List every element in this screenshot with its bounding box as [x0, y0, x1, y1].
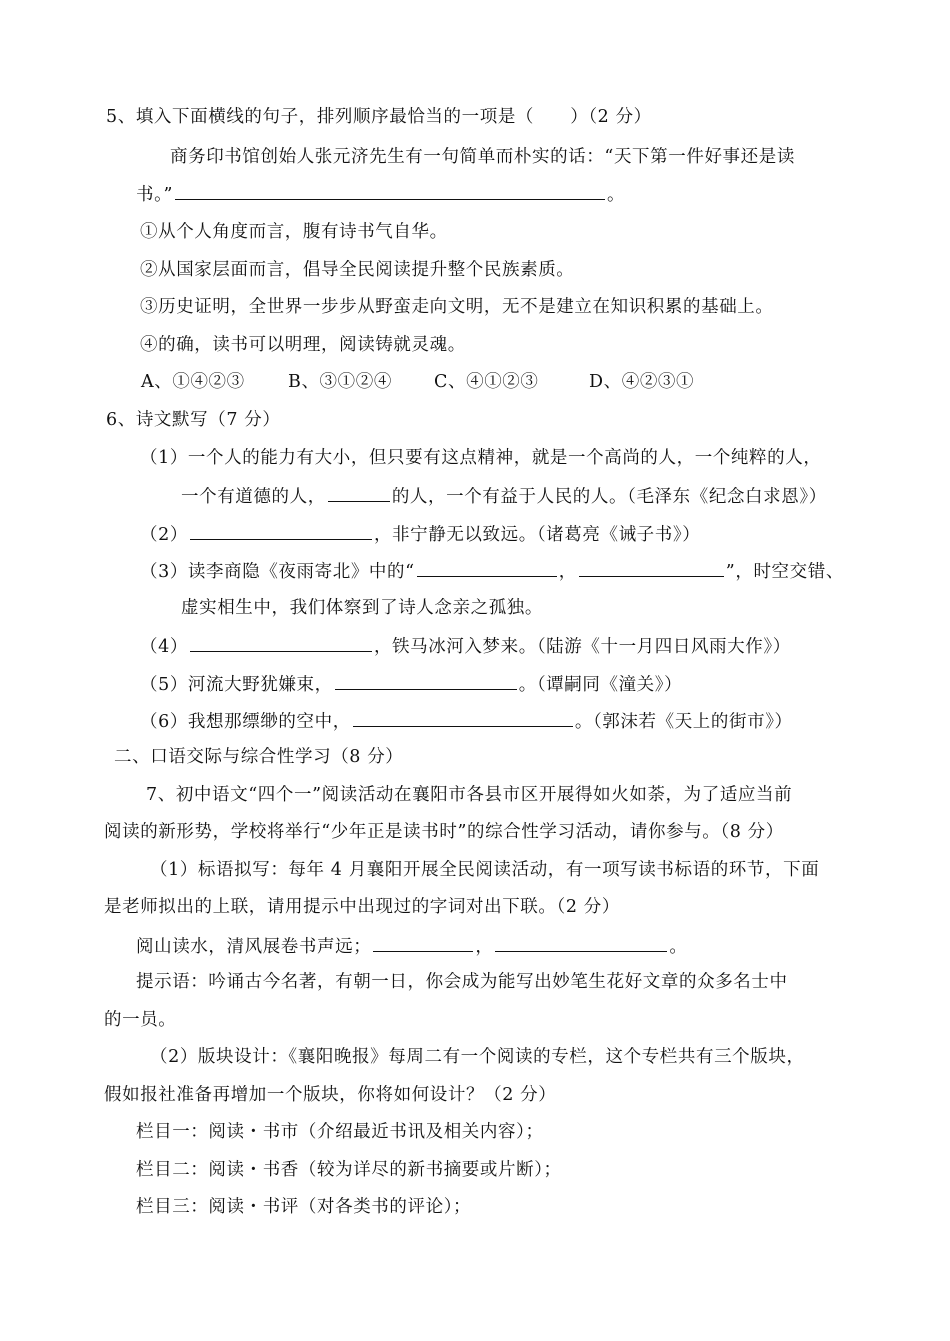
q5-choice-a[interactable]: A、①④②③ — [141, 372, 245, 392]
q6-item3-blank-a[interactable] — [417, 558, 557, 577]
q5-stem-prefix: 书。” — [136, 185, 173, 205]
q6-item6-prefix: （6）我想那缥缈的空中， — [140, 712, 351, 732]
q5-stem-suffix: 。 — [607, 185, 626, 205]
q6-item5-suffix: 。（谭嗣同《潼关》） — [518, 675, 683, 695]
q5-title: 5、填入下面横线的句子，排列顺序最恰当的一项是（ ）（2 分） — [106, 107, 652, 127]
q7-column-1: 栏目一：阅读・书市（介绍最近书讯及相关内容）； — [136, 1122, 544, 1142]
q5-choice-b[interactable]: B、③①②④ — [288, 372, 392, 392]
q6-item3-suffix: ”，时空交错、 — [725, 562, 844, 582]
q7-line1: 7、初中语文“四个一”阅读活动在襄阳市各县市区开展得如火如荼，为了适应当前 — [146, 785, 793, 805]
q7-column-3: 栏目三：阅读・书评（对各类书的评论）； — [136, 1197, 472, 1217]
q5-option-4: ④的确，读书可以明理，阅读铸就灵魂。 — [140, 335, 466, 355]
q5-option-3: ③历史证明，全世界一步步从野蛮走向文明，无不是建立在知识积累的基础上。 — [140, 297, 774, 317]
q5-option-1: ①从个人角度而言，腹有诗书气自华。 — [140, 222, 448, 242]
q6-item2 — [140, 521, 700, 547]
q6-item3-blank-b[interactable] — [579, 558, 724, 577]
q5-choice-d[interactable]: D、④②③① — [589, 372, 695, 392]
q6-item3-line2: 虚实相生中，我们体察到了诗人念亲之孤独。 — [181, 598, 543, 618]
q7-line2: 阅读的新形势，学校将举行“少年正是读书时”的综合性学习活动，请你参与。（8 分） — [104, 822, 784, 842]
q7-hint-line2: 的一员。 — [104, 1010, 177, 1030]
q6-item4-prefix: （4） — [140, 637, 188, 657]
q6-item1-suffix: 的人，一个有益于人民的人。（毛泽东《纪念白求恩》） — [391, 487, 827, 507]
q7-couplet-mid: ， — [475, 937, 494, 957]
q7-couplet-suffix: 。 — [669, 937, 688, 957]
q6-item2-blank[interactable] — [190, 521, 372, 540]
q7-p1-line2: 是老师拟出的上联，请用提示中出现过的字词对出下联。（2 分） — [104, 897, 620, 917]
q5-stem-line2 — [136, 181, 625, 207]
q6-title: 6、诗文默写（7 分） — [106, 410, 281, 430]
q6-item2-suffix: ，非宁静无以致远。（诸葛亮《诫子书》） — [373, 525, 701, 545]
q6-item1-line1: （1）一个人的能力有大小，但只要有这点精神，就是一个高尚的人，一个纯粹的人， — [140, 448, 822, 468]
q7-p1-line1: （1）标语拟写：每年 4 月襄阳开展全民阅读活动，有一项写读书标语的环节，下面 — [150, 860, 820, 880]
q5-stem-line1: 商务印书馆创始人张元济先生有一句简单而朴实的话：“天下第一件好事还是读 — [170, 147, 795, 167]
q7-hint-line1: 提示语：吟诵古今名著，有朝一日，你会成为能写出妙笔生花好文章的众多名士中 — [136, 972, 788, 992]
q6-item4 — [140, 633, 791, 659]
q6-item6-suffix: 。（郭沫若《天上的街市》） — [574, 712, 793, 732]
q5-option-2: ②从国家层面而言，倡导全民阅读提升整个民族素质。 — [140, 260, 575, 280]
q6-item5-prefix: （5）河流大野犹嫌束， — [140, 675, 333, 695]
q6-item1-blank[interactable] — [328, 483, 390, 502]
q6-item1-line2 — [181, 483, 827, 509]
q6-item1-prefix: 一个有道德的人， — [181, 487, 326, 507]
q6-item3-line1 — [140, 558, 844, 584]
q7-p2-line2: 假如报社准备再增加一个版块，你将如何设计？（2 分） — [104, 1085, 557, 1105]
q7-couplet-blank-b[interactable] — [495, 933, 667, 952]
q5-answer-blank[interactable] — [175, 181, 605, 200]
q6-item6 — [140, 708, 793, 734]
q7-p2-line1: （2）版块设计：《襄阳晚报》每周二有一个阅读的专栏，这个专栏共有三个版块， — [150, 1047, 805, 1067]
q6-item5 — [140, 671, 682, 697]
q6-item2-prefix: （2） — [140, 525, 188, 545]
q6-item3-prefix: （3）读李商隐《夜雨寄北》中的“ — [140, 562, 415, 582]
q7-column-2: 栏目二：阅读・书香（较为详尽的新书摘要或片断）； — [136, 1160, 562, 1180]
q6-item6-blank[interactable] — [353, 708, 573, 727]
q6-item4-blank[interactable] — [190, 633, 372, 652]
section2-heading: 二、口语交际与综合性学习（8 分） — [114, 747, 404, 767]
q6-item4-suffix: ，铁马冰河入梦来。（陆游《十一月四日风雨大作》） — [373, 637, 791, 657]
q6-item5-blank[interactable] — [335, 671, 517, 690]
q7-couplet — [136, 933, 688, 959]
q5-choice-c[interactable]: C、④①②③ — [434, 372, 539, 392]
q7-couplet-prefix: 阅山读水，清风展卷书声远； — [136, 937, 372, 957]
q7-couplet-blank-a[interactable] — [373, 933, 473, 952]
q6-item3-mid: ， — [558, 562, 577, 582]
